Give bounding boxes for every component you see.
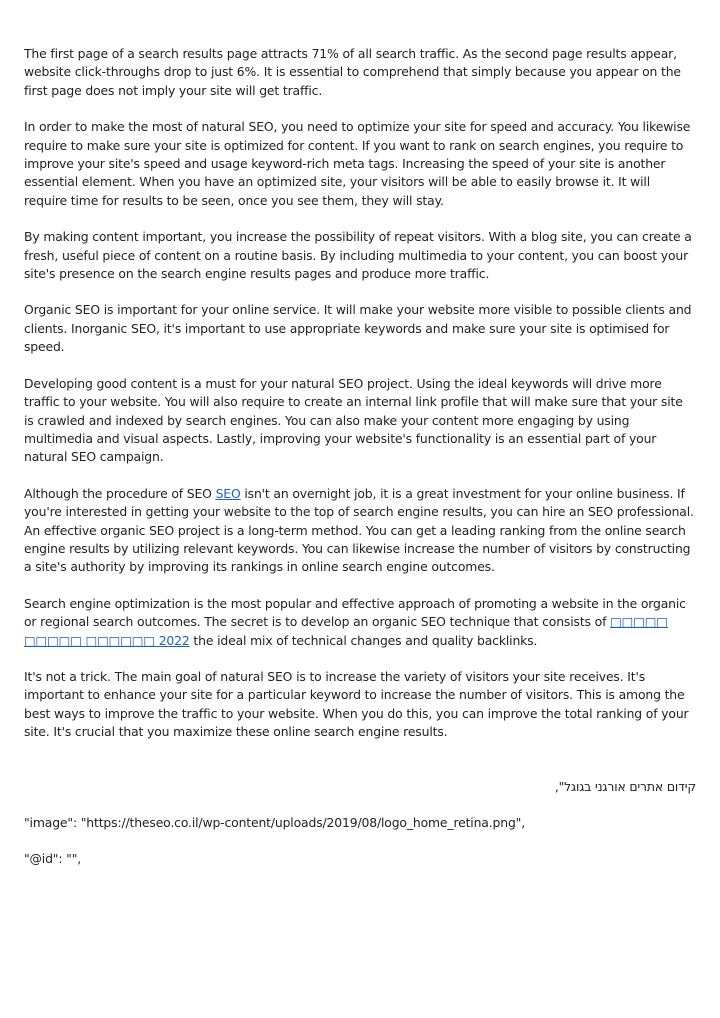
paragraph-8: It's not a trick. The main goal of natural SEO is to increase the variety of visitors your site receives. It's important to enhance your site for a particular keyword to increase the number of visitors. This is among the best ways to improve the traffic to your website. When you do this, you can improve the total ranking of your site. It's crucial that you maximize these online search engine results. [24,668,689,740]
paragraph-6-text-end: isn't an overnight job, it is a great investment for your online business. If you're interested in getting your website to the top of search engine results, you can hire an SEO professional. An effective organic SEO project is a long-term method. You can get a leading ranking from the online search engine results by utilizing relevant keywords. You can likewise increase the number of visitors by constructing a site's authority by improving its rankings in online search engine outcomes. [24,485,694,575]
paragraph-7-text-start: Search engine optimization is the most popular and effective approach of promoting a website in the organic or regional search outcomes. The secret is to develop an organic SEO technique that consists of [24,595,686,630]
paragraph-4: Organic SEO is important for your online service. It will make your website more visible to possible clients and clients. Inorganic SEO, it's important to use appropriate keywords and make sure your site is optimised for speed. [24,302,692,355]
paragraph-7 [24,595,696,650]
paragraph-6 [24,485,696,577]
schema-id-line: "@id": "", [24,850,82,866]
schema-name-line: קידום אתרים אורגני בגוגל", [554,778,696,794]
paragraph-5: Developing good content is a must for your natural SEO project. Using the ideal keywords will drive more traffic to your website. You will also require to create an internal link profile that will make sure that your site is crawled and indexed by search engines. You can also make your content more engaging by using multimedia and visual aspects. Lastly, improving your website's functionality is an essential part of your natural SEO campaign. [24,375,683,465]
article-body [24,45,696,868]
hebrew-seo-link[interactable]: □□□□□ □□□□□ □□□□□□ 2022 [24,614,668,648]
seo-link[interactable]: SEO [215,485,241,501]
paragraph-2: In order to make the most of natural SEO, you need to optimize your site for speed and accuracy. You likewise require to make sure your site is optimized for content. If you want to rank on search engines, you require to improve your site's speed and usage keyword-rich meta tags. Increasing the speed of your site is another essential element. When you have an optimized site, your visitors will be able to easily browse it. It will require time for results to be seen, once you see them, they will stay. [24,119,691,208]
section-gap [24,760,696,778]
paragraph-3: By making content important, you increase the possibility of repeat visitors. With a blog site, you can create a fresh, useful piece of content on a routine basis. By including multimedia to your content, you can boost your site's presence on the search engine results pages and produce more traffic. [24,229,692,282]
paragraph-1: The first page of a search results page attracts 71% of all search traffic. As the second page results appear, website click-throughs drop to just 6%. It is essential to comprehend that simply because you appear on the first page does not imply your site will get traffic. [24,46,681,98]
paragraph-6-text-start: Although the procedure of SEO [24,485,216,501]
schema-image-line: "image": "https://theseo.co.il/wp-content/uploads/2019/08/logo_home_retina.png", [24,814,526,830]
paragraph-7-text-end: the ideal mix of technical changes and quality backlinks. [189,632,538,648]
